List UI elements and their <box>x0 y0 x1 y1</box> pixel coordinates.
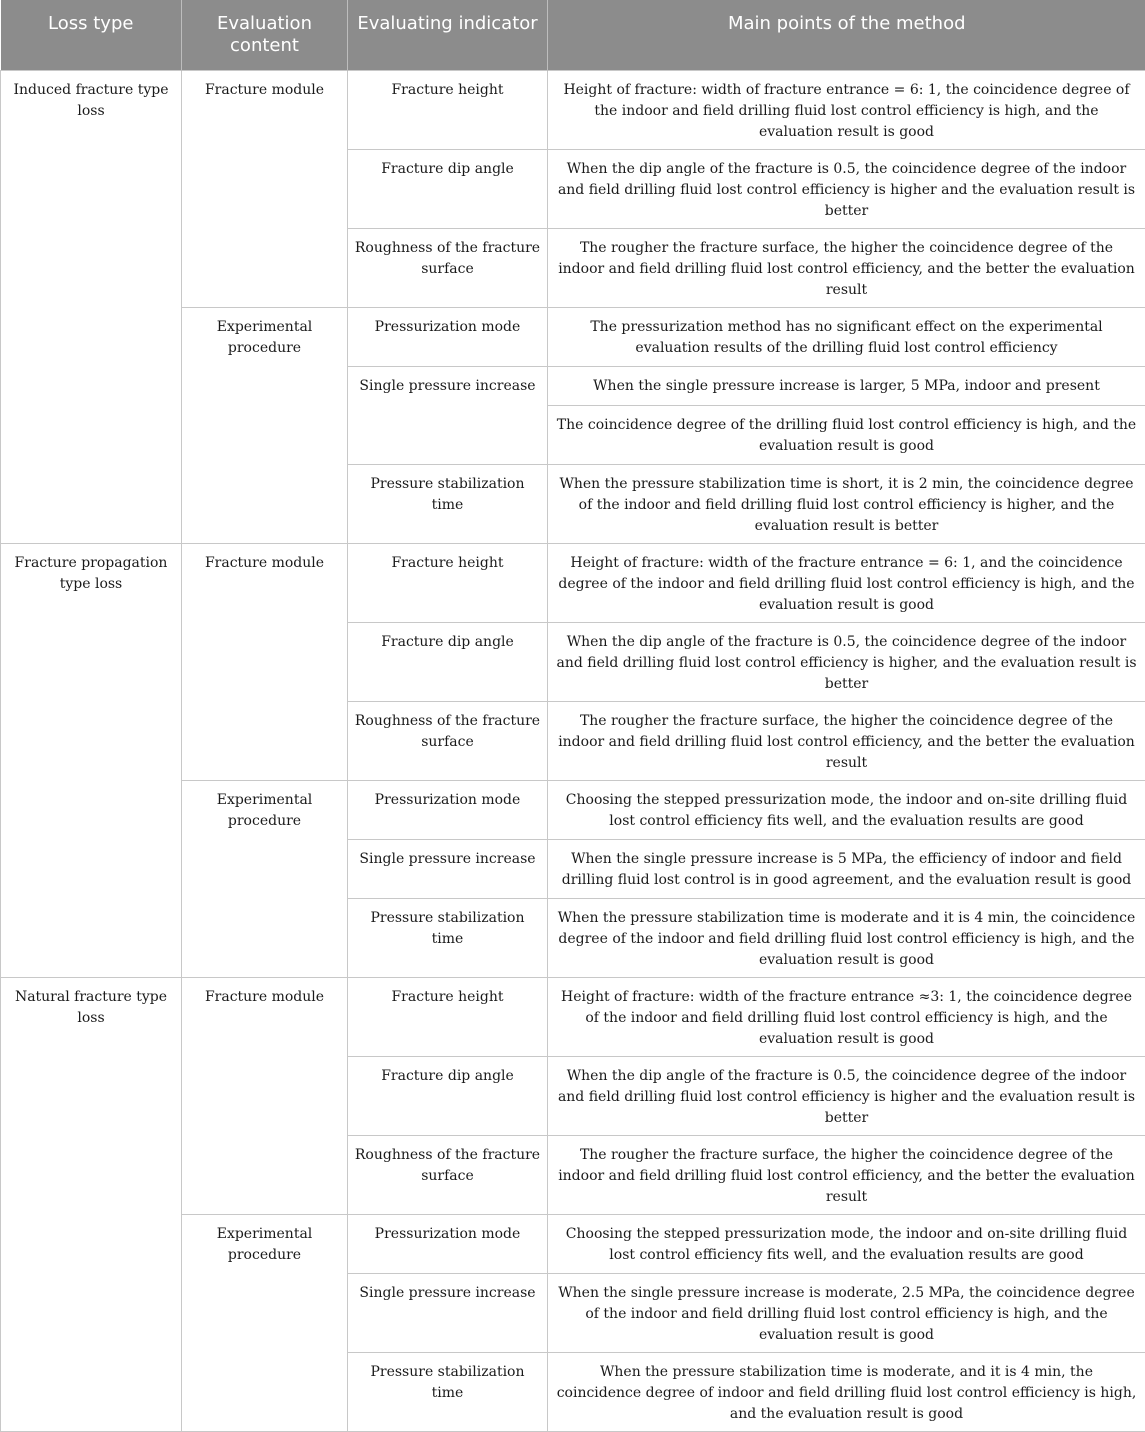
evaluation-content-cell: Fracture module <box>182 543 348 780</box>
header-main-points: Main points of the method <box>548 0 1145 70</box>
table-row <box>1 70 1145 149</box>
indicator-cell: Pressure stabilization time <box>348 1352 548 1431</box>
method-point-cell: The pressurization method has no significant effect on the experimental evaluation results of the drilling fluid lost control efficiency <box>548 307 1145 366</box>
table-row <box>1 543 1145 622</box>
method-point-cell: Choosing the stepped pressurization mode, the indoor and on-site drilling fluid lost control efficiency fits well, and the evaluation results are good <box>548 780 1145 839</box>
method-point-cell: When the single pressure increase is moderate, 2.5 MPa, the coincidence degree of the indoor and field drilling fluid lost control efficiency is high, and the evaluation result is good <box>548 1273 1145 1352</box>
indicator-cell: Pressure stabilization time <box>348 464 548 543</box>
loss-type-cell: Induced fracture type loss <box>1 70 182 543</box>
indicator-cell: Pressurization mode <box>348 1214 548 1273</box>
header-row <box>1 0 1145 70</box>
indicator-cell: Pressurization mode <box>348 780 548 839</box>
loss-type-cell: Fracture propagation type loss <box>1 543 182 977</box>
method-point-cell: When the pressure stabilization time is moderate, and it is 4 min, the coincidence degree of indoor and field drilling fluid lost control efficiency is high, and the evaluation result is good <box>548 1352 1145 1431</box>
indicator-cell: Roughness of the fracture surface <box>348 701 548 780</box>
method-point-cell: When the pressure stabilization time is short, it is 2 min, the coincidence degree of the indoor and field drilling fluid lost control efficiency is higher, and the evaluation result is better <box>548 464 1145 543</box>
header-evaluating-indicator: Evaluating indicator <box>348 0 548 70</box>
indicator-cell: Single pressure increase <box>348 839 548 898</box>
table-body <box>1 70 1145 1431</box>
header-loss-type: Loss type <box>1 0 182 70</box>
table-row <box>1 977 1145 1056</box>
indicator-cell: Fracture dip angle <box>348 149 548 228</box>
method-point-cell: The rougher the fracture surface, the higher the coincidence degree of the indoor and field drilling fluid lost control efficiency, and the better the evaluation result <box>548 701 1145 780</box>
evaluation-content-cell: Fracture module <box>182 977 348 1214</box>
indicator-cell: Fracture height <box>348 543 548 622</box>
loss-type-cell: Natural fracture type loss <box>1 977 182 1431</box>
indicator-cell: Pressure stabilization time <box>348 898 548 977</box>
method-point-cell: Height of fracture: width of the fracture entrance = 6: 1, and the coincidence degree of the indoor and field drilling fluid lost control efficiency is high, and the evaluation result is good <box>548 543 1145 622</box>
indicator-cell: Single pressure increase <box>348 1273 548 1352</box>
method-point-cell: The coincidence degree of the drilling fluid lost control efficiency is high, and the evaluation result is good <box>548 405 1145 464</box>
header-evaluation-content: Evaluation content <box>182 0 348 70</box>
method-point-cell: When the single pressure increase is 5 MPa, the efficiency of indoor and field drilling fluid lost control is in good agreement, and the evaluation result is good <box>548 839 1145 898</box>
indicator-cell: Roughness of the fracture surface <box>348 228 548 307</box>
method-point-cell: When the dip angle of the fracture is 0.5, the coincidence degree of the indoor and field drilling fluid lost control efficiency is higher and the evaluation result is better <box>548 149 1145 228</box>
indicator-cell: Pressurization mode <box>348 307 548 366</box>
evaluation-content-cell: Experimental procedure <box>182 1214 348 1431</box>
method-point-cell: Height of fracture: width of the fracture entrance ≈3: 1, the coincidence degree of the indoor and field drilling fluid lost control efficiency is high, and the evaluation result is good <box>548 977 1145 1056</box>
evaluation-content-cell: Fracture module <box>182 70 348 307</box>
method-point-cell: When the dip angle of the fracture is 0.5, the coincidence degree of the indoor and field drilling fluid lost control efficiency is higher, and the evaluation result is better <box>548 622 1145 701</box>
indicator-cell: Fracture dip angle <box>348 1056 548 1135</box>
method-point-cell: Choosing the stepped pressurization mode, the indoor and on-site drilling fluid lost control efficiency fits well, and the evaluation results are good <box>548 1214 1145 1273</box>
method-point-cell: Height of fracture: width of fracture entrance = 6: 1, the coincidence degree of the indoor and field drilling fluid lost control efficiency is high, and the evaluation result is good <box>548 70 1145 149</box>
evaluation-content-cell: Experimental procedure <box>182 307 348 543</box>
method-point-cell: When the pressure stabilization time is moderate and it is 4 min, the coincidence degree of the indoor and field drilling fluid lost control efficiency is high, and the evaluation result is good <box>548 898 1145 977</box>
indicator-cell: Roughness of the fracture surface <box>348 1135 548 1214</box>
indicator-cell: Fracture dip angle <box>348 622 548 701</box>
method-point-cell: The rougher the fracture surface, the higher the coincidence degree of the indoor and field drilling fluid lost control efficiency, and the better the evaluation result <box>548 228 1145 307</box>
method-point-cell: The rougher the fracture surface, the higher the coincidence degree of the indoor and field drilling fluid lost control efficiency, and the better the evaluation result <box>548 1135 1145 1214</box>
evaluation-content-cell: Experimental procedure <box>182 780 348 977</box>
indicator-cell: Fracture height <box>348 70 548 149</box>
indicator-cell: Fracture height <box>348 977 548 1056</box>
indicator-cell: Single pressure increase <box>348 366 548 464</box>
method-point-cell: When the single pressure increase is larger, 5 MPa, indoor and present <box>548 366 1145 405</box>
table-header <box>1 0 1145 70</box>
method-point-cell: When the dip angle of the fracture is 0.5, the coincidence degree of the indoor and field drilling fluid lost control efficiency is higher and the evaluation result is better <box>548 1056 1145 1135</box>
